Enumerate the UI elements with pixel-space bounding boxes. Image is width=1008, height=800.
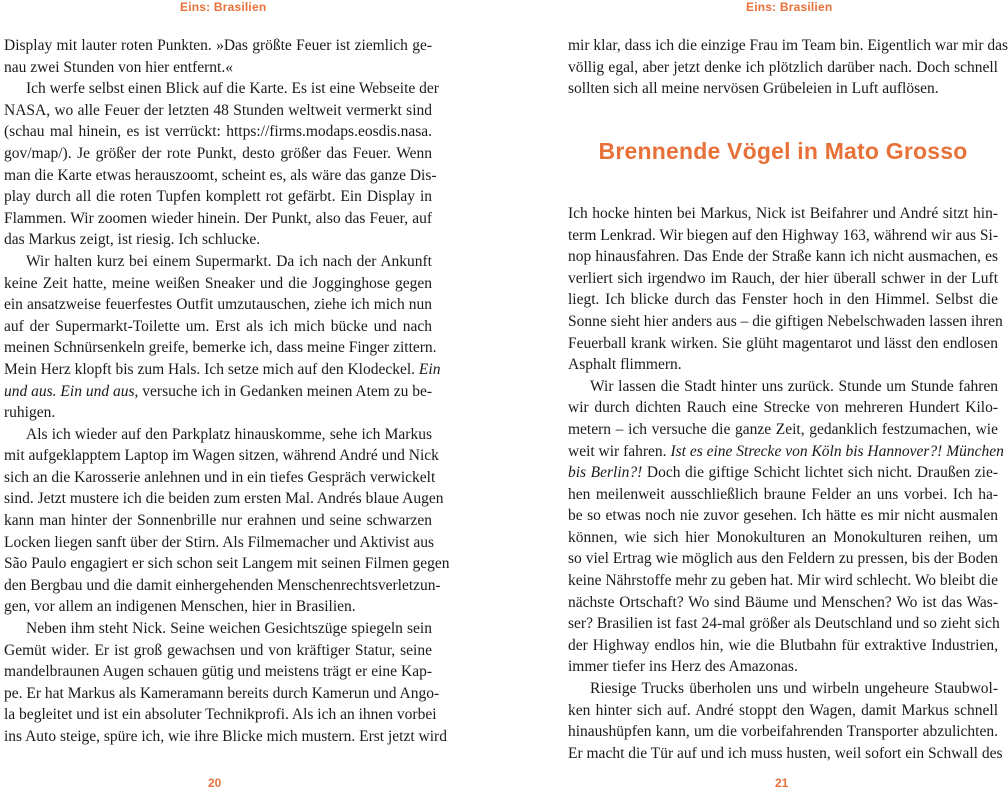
text-line: sollten sich all meine nervösen Grübeleien in Luft auflösen. [568,80,939,98]
italic-phrase: und aus. Ein und aus [4,382,135,400]
text-line: verliert sich irgendwo im Rauch, der hier überall schwer in der Luft [568,269,998,287]
page-number-left: 20 [208,776,222,790]
text-line: meinen Schnürsenkeln greife, bemerke ich, dass meine Finger zittern. [4,339,437,357]
running-head-left: Eins: Brasilien [180,0,267,14]
text-line: play durch all die roten Tupfen komplett rot gefärbt. Ein Display in [4,188,432,206]
text-line: Ich werfe selbst einen Blick auf die Karte. Es ist eine Webseite der [26,80,439,98]
text-line: mir klar, dass ich die einzige Frau im Team bin. Eigentlich war mir das [568,37,1008,54]
italic-phrase: Ist es eine Strecke von Köln bis Hannover?! München [670,442,1004,460]
text-line: keine Zeit hatte, meine weißen Sneaker und die Jogginghose gegen [4,274,432,292]
text-line: la begleitet und ist ein absoluter Technikprofi. Als ich an ihnen vorbei [4,706,437,724]
text-line: Flammen. Wir zoomen wieder hinein. Der Punkt, also das Feuer, auf [4,209,432,227]
text-line: Asphalt flimmern. [568,356,682,374]
blank-line [568,181,998,203]
text-line: das Markus zeigt, ist riesig. Ich schlucke. [4,231,261,249]
text-line: immer tiefer ins Herz des Amazonas. [568,658,798,676]
text-line: Gemüt wider. Er ist groß gewachsen und von kräftiger Statur, seine [4,641,432,659]
text-line: so viel Ertrag wie möglich aus den Feldern zu pressen, bis der Boden [568,550,998,568]
text-line: auf der Supermarkt-Toilette um. Erst als ich mich bücke und nach [4,317,432,335]
text-line: hen meilenweit ausschließlich braune Felder an uns vorbei. Ich ha- [568,485,998,503]
text-line: (schau mal hinein, es ist verrückt: https://firms.modaps.eosdis.nasa. [4,123,432,141]
text-line: sind. Jetzt mustere ich die beiden zum ersten Mal. Andrés blaue Augen [4,490,444,508]
text-line: den Bergbau und die damit einhergehenden Menschenrechtsverletzun- [4,576,441,594]
text-line: nop hinausfahren. Das Ende der Straße kann ich nicht ausmachen, es [568,248,998,266]
left-page-text [4,35,450,748]
page-number-right: 21 [775,776,789,790]
text-line: pe. Er hat Markus als Kameramann bereits durch Kamerun und Ango- [4,684,440,702]
text-line: term Lenkrad. Wir biegen auf den Highway 163, während wir aus Si- [568,226,998,244]
text-line: Display mit lauter roten Punkten. »Das größte Feuer ist ziemlich ge- [4,37,432,54]
text-line: gen, vor allem an indigenen Menschen, hier in Brasilien. [4,598,356,616]
text-line: wir durch dichten Rauch eine Strecke von mehreren Hundert Kilo- [568,399,998,417]
text-line: Wir lassen die Stadt hinter uns zurück. Stunde um Stunde fahren [590,377,998,395]
text-line: ins Auto steige, spüre ich, wie ihre Blicke mich mustern. Erst jetzt wird [4,728,447,745]
text-line: Feuerball krank wirken. Sie glüht magentarot und lässt den endlosen [568,334,998,352]
text-line: kann man hinter der Sonnenbrille nur erahnen und seine schwarzen [4,512,432,530]
text-line: NASA, wo alle Feuer der letzten 48 Stunden weltweit vermerkt sind [4,101,432,119]
left-page [0,0,500,800]
text-line: Wir halten kurz bei einem Supermarkt. Da ich nach der Ankunft [26,252,432,270]
text-line: Mein Herz klopft bis zum Hals. Ich setze mich auf den Klodeckel. Ein [4,360,441,378]
text-line: keine Nährstoffe mehr zu geben hat. Mir wird schlecht. Wo bleibt die [568,572,998,590]
text-line: gov/map/). Je größer der rote Punkt, desto größer das Feuer. Wenn [4,144,432,162]
text-line: nächste Ortschaft? Wo sind Bäume und Menschen? Wo ist das Was- [568,593,998,611]
text-line: weit wir fahren. Ist es eine Strecke von Köln bis Hannover?! München [568,442,1004,460]
text-line: ruhigen. [4,404,56,422]
text-line: Locken liegen sanft über der Stirn. Als Filmemacher und Aktivist aus [4,533,435,551]
text-line: Riesige Trucks überholen uns und wirbeln ungeheure Staubwol- [590,680,998,698]
italic-phrase: bis Berlin?! [568,464,643,482]
running-head-right: Eins: Brasilien [746,0,833,14]
blank-line [568,100,998,122]
text-line: liegt. Ich blicke durch das Fenster hoch in den Himmel. Selbst die [568,291,998,309]
text-line: São Paulo engagiert er sich schon seit Langem mit seinen Filmen gegen [4,555,450,573]
text-line: Als ich wieder auf den Parkplatz hinauskomme, sehe ich Markus [26,425,432,443]
text-line: Sonne sieht hier anders aus – die giftigen Nebelschwaden lassen ihren [568,312,1003,330]
text-line: Er macht die Tür auf und ich muss husten, weil sofort ein Schwall des [568,744,1003,762]
text-line: hinaushüpfen kann, um die vorbeifahrenden Transporter abzulichten. [568,723,998,741]
text-line: metern – ich versuche die ganze Zeit, gedanklich festzumachen, wie [568,420,998,438]
text-line: ken hinter sich auf. André stoppt den Wagen, damit Markus schnell [568,701,998,719]
text-line: bis Berlin?! Doch die giftige Schicht lichtet sich nicht. Draußen zie- [568,464,998,482]
text-line: Neben ihm steht Nick. Seine weichen Gesichtszüge spiegeln sein [26,620,432,638]
text-line: der Highway endlos hin, wie die Blutbahn für extraktive Industrien, [568,636,998,654]
text-line: nau zwei Stunden von hier entfernt.« [4,58,233,76]
text-line: sich an die Karosserie anlehnen und in ein tiefes Gespräch verwickelt [4,468,436,486]
italic-phrase: Ein [418,360,441,378]
right-page [500,0,1008,800]
text-line: völlig egal, aber jetzt denke ich plötzlich darüber nach. Doch schnell [568,58,998,76]
text-line: ein ansatzweise feuerfestes Outfit umzutauschen, ziehe ich mich nun [4,296,432,314]
text-line: Ich hocke hinten bei Markus, Nick ist Beifahrer und André sitzt hin- [568,204,998,222]
text-line: können, wie sich hier Monokulturen an Monokulturen reihen, um [568,528,998,546]
text-line: und aus. Ein und aus, versuche ich in Gedanken meinen Atem zu be- [4,382,433,400]
chapter-title: Brennende Vögel in Mato Grosso [598,138,968,165]
text-line: man die Karte etwas herauszoomt, scheint es, als wäre das ganze Dis- [4,166,437,184]
right-page-text [568,35,1008,764]
text-line: ser? Brasilien ist fast 24-mal größer als Deutschland und so zieht sich [568,615,1000,633]
text-line: mandelbraunen Augen schauen gütig und meistens trägt er eine Kap- [4,663,432,681]
text-line: mit aufgeklapptem Laptop im Wagen sitzen, während André und Nick [4,447,439,465]
text-line: be so etwas noch nie zuvor gesehen. Ich hätte es mir nicht ausmalen [568,507,998,525]
